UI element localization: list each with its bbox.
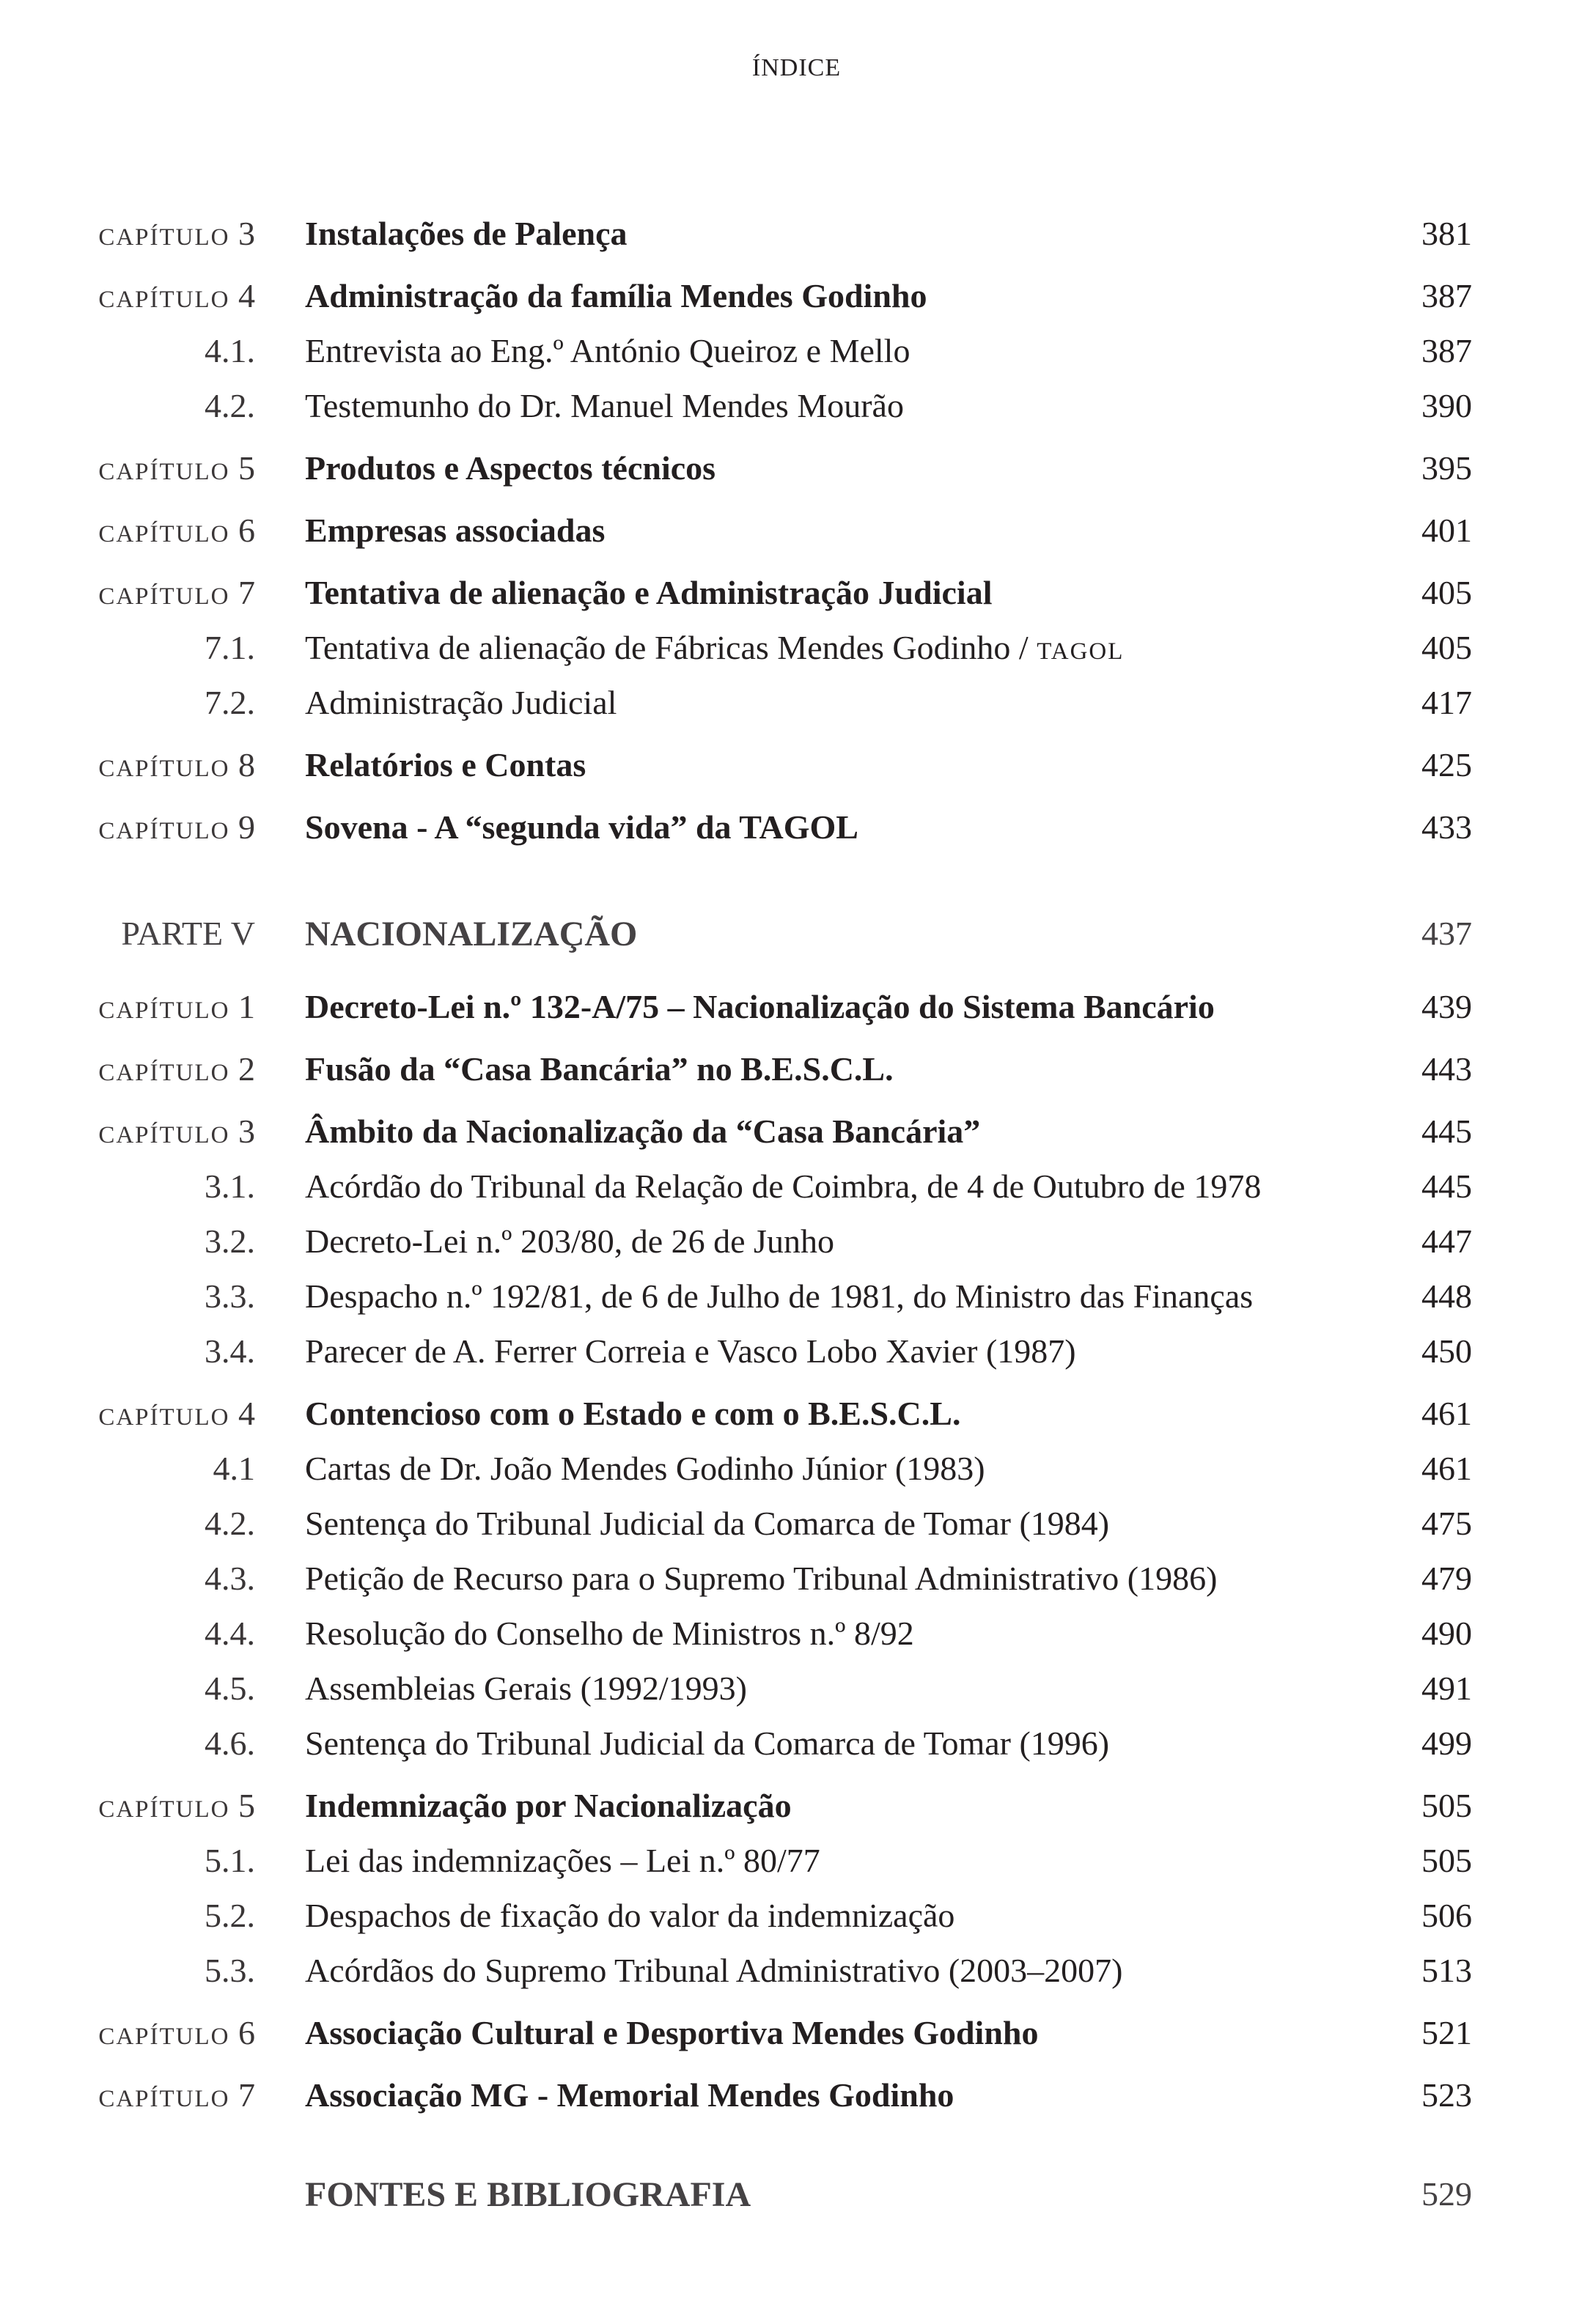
entry-title-text: Resolução do Conselho de Ministros n.º 8/92 (305, 1615, 914, 1652)
entry-title[interactable] (305, 1449, 985, 1488)
page-number[interactable]: 461 (1421, 1395, 1472, 1432)
chapter-number: 1 (238, 988, 255, 1025)
entry-title-text: Administração Judicial (305, 684, 617, 721)
chapter-label-prefix: CAPÍTULO (98, 224, 230, 251)
entry-title[interactable] (305, 683, 617, 722)
toc-entry-chapter[interactable] (0, 1786, 1593, 1830)
entry-title[interactable] (305, 987, 1215, 1026)
entry-title[interactable] (305, 214, 628, 253)
page-number[interactable]: 448 (1421, 1277, 1472, 1315)
page-number[interactable]: 390 (1421, 387, 1472, 424)
page-number[interactable]: 523 (1421, 2076, 1472, 2114)
toc-entry-part[interactable] (0, 914, 1593, 958)
entry-title[interactable] (305, 1277, 1253, 1316)
entry-title[interactable] (305, 2013, 1039, 2052)
entry-title[interactable] (305, 1559, 1217, 1598)
page-number[interactable]: 445 (1421, 1113, 1472, 1150)
entry-title-text: Decreto-Lei n.º 203/80, de 26 de Junho (305, 1222, 834, 1260)
entry-title[interactable] (305, 1841, 820, 1880)
page-number[interactable]: 387 (1421, 277, 1472, 314)
entry-title[interactable] (305, 276, 927, 315)
toc-entry-chapter[interactable] (0, 1050, 1593, 1093)
chapter-number: 4 (238, 277, 255, 314)
entry-title[interactable] (305, 1951, 1122, 1990)
entry-title[interactable] (305, 386, 904, 425)
chapter-number: 6 (238, 2014, 255, 2051)
section-number: 3.4. (205, 1332, 255, 1370)
page-number[interactable]: 417 (1421, 684, 1472, 721)
entry-title-text: Contencioso com o Estado e com o B.E.S.C.L. (305, 1395, 961, 1432)
page-number[interactable]: 490 (1421, 1615, 1472, 1652)
toc-entry-section[interactable] (0, 1951, 1593, 1995)
toc-entry-section[interactable] (0, 1504, 1593, 1548)
entry-title[interactable] (305, 1896, 954, 1935)
page-number[interactable]: 505 (1421, 1787, 1472, 1824)
chapter-number: 9 (238, 808, 255, 846)
section-number: 4.6. (205, 1724, 255, 1762)
toc-entry-chapter[interactable] (0, 987, 1593, 1031)
entry-title[interactable] (305, 1112, 980, 1151)
entry-title-text: Indemnização por Nacionalização (305, 1787, 792, 1824)
page-number[interactable]: 450 (1421, 1332, 1472, 1370)
chapter-number: 3 (238, 1113, 255, 1150)
toc-entry-section[interactable] (0, 1167, 1593, 1211)
entry-title-text: FONTES E BIBLIOGRAFIA (305, 2175, 751, 2214)
entry-title-text: Instalações de Palença (305, 215, 628, 252)
entry-title-text: Lei das indemnizações – Lei n.º 80/77 (305, 1842, 820, 1879)
entry-title[interactable] (305, 1167, 1261, 1206)
chapter-label-prefix: CAPÍTULO (98, 2024, 230, 2050)
chapter-number: 4 (238, 1395, 255, 1432)
entry-title-text: Acórdãos do Supremo Tribunal Administrativo (2003–2007) (305, 1952, 1123, 1989)
toc-entry-section[interactable] (0, 331, 1593, 375)
page-number[interactable]: 401 (1421, 512, 1472, 549)
page-number[interactable]: 437 (1421, 915, 1472, 952)
toc-entry-chapter[interactable] (0, 449, 1593, 493)
chapter-label-prefix: CAPÍTULO (98, 2086, 230, 2112)
page-number[interactable]: 439 (1421, 988, 1472, 1025)
page-number[interactable]: 405 (1421, 574, 1472, 611)
chapter-label-prefix: CAPÍTULO (98, 1796, 230, 1823)
entry-title[interactable] (305, 2174, 751, 2215)
section-number: 4.4. (205, 1615, 255, 1652)
chapter-label (21, 449, 255, 487)
chapter-number: 2 (238, 1050, 255, 1088)
entry-title-text: Acórdão do Tribunal da Relação de Coimbra, de 4 de Outubro de 1978 (305, 1167, 1262, 1205)
toc-entry-section[interactable] (0, 628, 1593, 672)
entry-title[interactable] (305, 1050, 894, 1088)
entry-title-text: NACIONALIZAÇÃO (305, 915, 638, 953)
toc-entry-chapter[interactable] (0, 2076, 1593, 2120)
page-number[interactable]: 475 (1421, 1505, 1472, 1542)
toc-entry-section[interactable] (0, 1332, 1593, 1376)
entry-title[interactable] (305, 573, 992, 612)
toc-entry-section[interactable] (0, 1222, 1593, 1266)
toc-entry-chapter[interactable] (0, 1112, 1593, 1156)
entry-title[interactable] (305, 1394, 960, 1433)
chapter-label-prefix: CAPÍTULO (98, 997, 230, 1024)
page-number[interactable]: 491 (1421, 1670, 1472, 1707)
entry-title[interactable] (305, 1786, 792, 1825)
page-number[interactable]: 425 (1421, 746, 1472, 783)
entry-title-text: Despacho n.º 192/81, de 6 de Julho de 1981, do Ministro das Finanças (305, 1277, 1254, 1315)
page-number[interactable]: 506 (1421, 1897, 1472, 1934)
toc-entry-chapter[interactable] (0, 214, 1593, 258)
entry-title-text: Relatórios e Contas (305, 746, 586, 783)
chapter-label-prefix: CAPÍTULO (98, 521, 230, 547)
chapter-label (21, 1786, 255, 1825)
page-number[interactable]: 381 (1421, 215, 1472, 252)
entry-title-text: Despachos de fixação do valor da indemnização (305, 1897, 955, 1934)
section-number: 7.2. (205, 684, 255, 721)
section-number: 4.1 (213, 1450, 255, 1487)
entry-title[interactable] (305, 745, 586, 784)
entry-title-text: Âmbito da Nacionalização da “Casa Bancária” (305, 1113, 981, 1150)
entry-title-text: Tentativa de alienação de Fábricas Mendes Godinho / (305, 629, 1037, 666)
chapter-label-prefix: CAPÍTULO (98, 1122, 230, 1148)
entry-title[interactable] (305, 1724, 1109, 1763)
page-number[interactable]: 443 (1421, 1050, 1472, 1088)
chapter-number: 8 (238, 746, 255, 783)
toc-entry-chapter[interactable] (0, 2013, 1593, 2057)
chapter-number: 7 (238, 2076, 255, 2114)
chapter-label-prefix: CAPÍTULO (98, 756, 230, 782)
toc-entry-part[interactable] (0, 2174, 1593, 2218)
entry-title-text: Sentença do Tribunal Judicial da Comarca de Tomar (1996) (305, 1724, 1110, 1762)
entry-title-text: Entrevista ao Eng.º António Queiroz e Mello (305, 332, 910, 369)
toc-entry-chapter[interactable] (0, 276, 1593, 320)
chapter-label-prefix: CAPÍTULO (98, 583, 230, 610)
chapter-label-prefix: CAPÍTULO (98, 287, 230, 313)
part-label: PARTE V (121, 915, 255, 952)
chapter-number: 6 (238, 512, 255, 549)
entry-title-text: Petição de Recurso para o Supremo Tribunal Administrativo (1986) (305, 1560, 1218, 1597)
toc-entry-chapter[interactable] (0, 808, 1593, 852)
entry-title[interactable] (305, 1332, 1076, 1371)
chapter-label (21, 1394, 255, 1433)
chapter-label (21, 1112, 255, 1151)
page-header-title: ÍNDICE (751, 54, 842, 81)
chapter-label (21, 745, 255, 784)
page-number[interactable]: 521 (1421, 2014, 1472, 2051)
toc-entry-section[interactable] (0, 1277, 1593, 1321)
entry-title-text: Administração da família Mendes Godinho (305, 277, 927, 314)
section-number: 7.1. (205, 629, 255, 666)
section-number: 3.1. (205, 1167, 255, 1205)
chapter-label-prefix: CAPÍTULO (98, 459, 230, 485)
page-number[interactable]: 499 (1421, 1724, 1472, 1762)
chapter-label (21, 2076, 255, 2114)
page-number[interactable]: 479 (1421, 1560, 1472, 1597)
entry-title[interactable] (305, 1222, 834, 1261)
entry-title[interactable] (305, 1504, 1109, 1543)
entry-title-text: Fusão da “Casa Bancária” no B.E.S.C.L. (305, 1050, 894, 1088)
toc-entry-chapter[interactable] (0, 745, 1593, 789)
entry-title[interactable] (305, 449, 715, 487)
toc-entry-chapter[interactable] (0, 573, 1593, 617)
section-number: 3.2. (205, 1222, 255, 1260)
toc-entry-section[interactable] (0, 1724, 1593, 1768)
chapter-label (21, 987, 255, 1026)
toc-entry-chapter[interactable] (0, 1394, 1593, 1438)
entry-title-text: Associação Cultural e Desportiva Mendes Godinho (305, 2014, 1039, 2051)
toc-entry-chapter[interactable] (0, 511, 1593, 555)
toc-entry-section[interactable] (0, 683, 1593, 727)
chapter-label-prefix: CAPÍTULO (98, 818, 230, 844)
entry-title-smallcaps: TAGOL (1037, 638, 1125, 665)
chapter-label (21, 214, 255, 253)
entry-title-text: Associação MG - Memorial Mendes Godinho (305, 2076, 954, 2114)
page-number[interactable]: 387 (1421, 332, 1472, 369)
chapter-label (21, 276, 255, 315)
section-number: 5.1. (205, 1842, 255, 1879)
entry-title[interactable] (305, 511, 605, 550)
toc-entry-section[interactable] (0, 1841, 1593, 1885)
entry-title[interactable] (305, 1614, 914, 1653)
chapter-number: 3 (238, 215, 255, 252)
chapter-label (21, 1050, 255, 1088)
chapter-label-prefix: CAPÍTULO (98, 1404, 230, 1431)
entry-title-text: Decreto-Lei n.º 132-A/75 – Nacionalização do Sistema Bancário (305, 988, 1215, 1025)
chapter-label (21, 2013, 255, 2052)
page-number[interactable]: 529 (1421, 2175, 1472, 2213)
page-number[interactable]: 505 (1421, 1842, 1472, 1879)
page-number[interactable]: 445 (1421, 1167, 1472, 1205)
entry-title-text: Sentença do Tribunal Judicial da Comarca de Tomar (1984) (305, 1505, 1110, 1542)
entry-title-text: Testemunho do Dr. Manuel Mendes Mourão (305, 387, 904, 424)
entry-title[interactable] (305, 914, 637, 954)
section-number: 4.2. (205, 1505, 255, 1542)
entry-title-text: Assembleias Gerais (1992/1993) (305, 1670, 747, 1707)
entry-title-text: Produtos e Aspectos técnicos (305, 449, 716, 487)
chapter-label-prefix: CAPÍTULO (98, 1060, 230, 1086)
entry-title-text: Empresas associadas (305, 512, 606, 549)
chapter-label (21, 511, 255, 550)
page-number[interactable]: 433 (1421, 808, 1472, 846)
section-number: 5.3. (205, 1952, 255, 1989)
entry-title-text: Sovena - A “segunda vida” da TAGOL (305, 808, 858, 846)
page-number[interactable]: 461 (1421, 1450, 1472, 1487)
section-number: 3.3. (205, 1277, 255, 1315)
toc-entry-section[interactable] (0, 1559, 1593, 1603)
entry-title[interactable] (305, 1669, 747, 1708)
chapter-label (21, 808, 255, 846)
page-number[interactable]: 405 (1421, 629, 1472, 666)
entry-title[interactable] (305, 628, 1124, 667)
section-number: 4.5. (205, 1670, 255, 1707)
section-number: 4.1. (205, 332, 255, 369)
entry-title-text: Parecer de A. Ferrer Correia e Vasco Lobo Xavier (1987) (305, 1332, 1076, 1370)
chapter-number: 7 (238, 574, 255, 611)
chapter-number: 5 (238, 1787, 255, 1824)
entry-title-text: Cartas de Dr. João Mendes Godinho Júnior (1983) (305, 1450, 985, 1487)
page-number[interactable]: 513 (1421, 1952, 1472, 1989)
entry-title-text: Tentativa de alienação e Administração Judicial (305, 574, 993, 611)
toc-entry-section[interactable] (0, 1896, 1593, 1940)
chapter-number: 5 (238, 449, 255, 487)
section-number: 4.3. (205, 1560, 255, 1597)
section-number: 4.2. (205, 387, 255, 424)
section-number: 5.2. (205, 1897, 255, 1934)
chapter-label (21, 573, 255, 612)
toc-entry-section[interactable] (0, 1614, 1593, 1658)
entry-title[interactable] (305, 2076, 954, 2114)
page-number[interactable]: 447 (1421, 1222, 1472, 1260)
toc-entry-section[interactable] (0, 1669, 1593, 1713)
toc-entry-section[interactable] (0, 386, 1593, 430)
toc-entry-section[interactable] (0, 1449, 1593, 1493)
entry-title[interactable] (305, 331, 910, 370)
entry-title[interactable] (305, 808, 858, 846)
page-number[interactable]: 395 (1421, 449, 1472, 487)
